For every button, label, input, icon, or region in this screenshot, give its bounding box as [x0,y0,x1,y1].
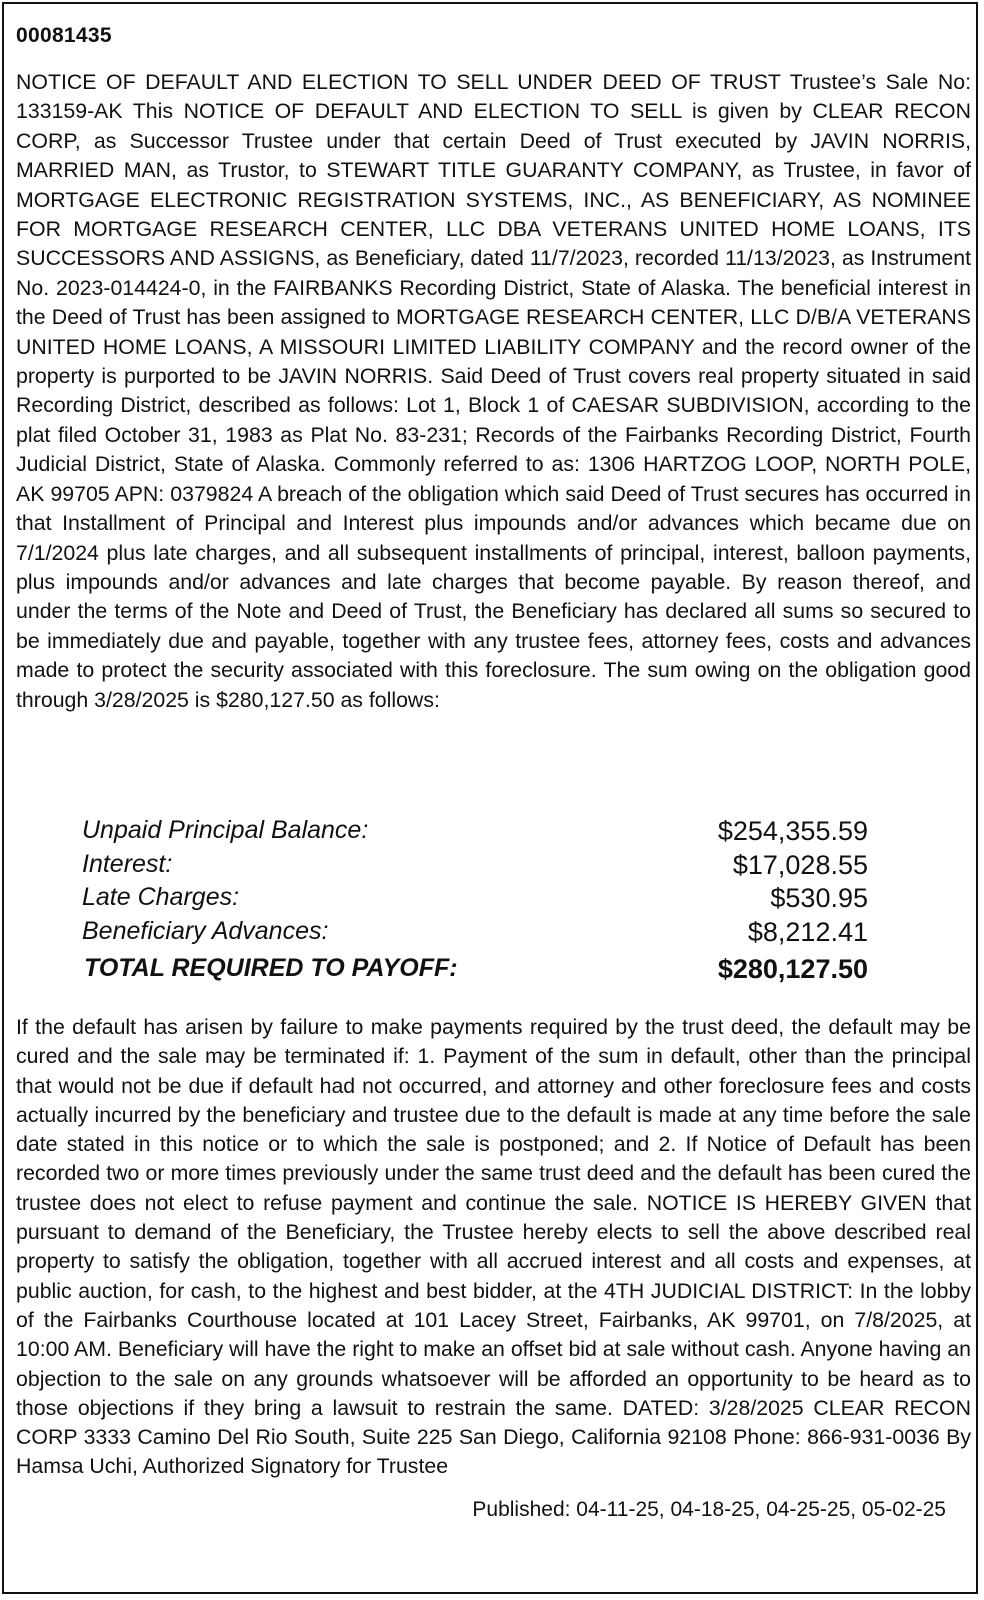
total-label: TOTAL REQUIRED TO PAYOFF: [84,954,458,982]
charges-table [82,816,868,988]
notice-id: 00081435 [16,24,112,47]
charge-amount: $530.95 [770,883,868,913]
total-row [82,954,868,988]
notice-body-paragraph-2: If the default has arisen by failure to make payments required by the trust deed, the default may be cured and the sale may be terminated if: 1. Payment of the sum in default, other than the principal that would not be due if default had not occurred, and attorney and other foreclosure fees and costs actually incurred by the beneficiary and trustee due to the default is made at any time before the sale date stated in this notice or to which the sale is postponed; and 2. If Notice of Default has been recorded two or more times previously under the same trust deed and the default has been cured the trustee does not elect to refuse payment and continue the sale. NOTICE IS HEREBY GIVEN that pursuant to demand of the Beneficiary, the Trustee hereby elects to sell the above described real property to satisfy the obligation, together with all accrued interest and all costs and expenses, at public auction, for cash, to the highest and best bidder, at the 4TH JUDICIAL DISTRICT: In the lobby of the Fairbanks Courthouse located at 101 Lacey Street, Fairbanks, AK 99701, on 7/8/2025, at 10:00 AM. Beneficiary will have the right to make an offset bid at sale without cash. Anyone having an objection to the sale on any grounds whatsoever will be afforded an opportunity to be heard as to those objections if they bring a lawsuit to restrain the same. DATED: 3/28/2025 CLEAR RECON CORP 3333 Camino Del Rio South, Suite 225 San Diego, California 92108 Phone: 866-931-0036 By Hamsa Uchi, Authorized Signatory for Trustee [16,1015,971,1479]
total-amount: $280,127.50 [717,954,868,984]
charge-row [82,816,868,850]
legal-notice [2,2,978,1594]
charge-amount: $254,355.59 [717,816,868,846]
charge-label: Beneficiary Advances: [82,916,329,945]
charge-row [82,883,868,917]
charge-amount: $8,212.41 [747,916,868,947]
charge-label: Late Charges: [82,883,240,911]
notice-body-paragraph-1: NOTICE OF DEFAULT AND ELECTION TO SELL UNDER DEED OF TRUST Trustee’s Sale No: 133159-AK This NOTICE OF DEFAULT AND ELECTION TO SELL is given by CLEAR RECON CORP, as Successor Trustee under that certain Deed of Trust executed by JAVIN NORRIS, MARRIED MAN, as Trustor, to STEWART TITLE GUARANTY COMPANY, as Trustee, in favor of MORTGAGE ELECTRONIC REGISTRATION SYSTEMS, INC., AS BENEFICIARY, AS NOMINEE FOR MORTGAGE RESEARCH CENTER, LLC DBA VETERANS UNITED HOME LOANS, ITS SUCCESSORS AND ASSIGNS, as Beneficiary, dated 11/7/2023, recorded 11/13/2023, as Instrument No. 2023-014424-0, in the FAIRBANKS Recording District, State of Alaska. The beneficial interest in the Deed of Trust has been assigned to MORTGAGE RESEARCH CENTER, LLC D/B/A VETERANS UNITED HOME LOANS, A MISSOURI LIMITED LIABILITY COMPANY and the record owner of the property is purported to be JAVIN NORRIS. Said Deed of Trust covers real property situated in said Recording District, described as follows: Lot 1, Block 1 of CAESAR SUBDIVISION, according to the plat filed October 31, 1983 as Plat No. 83-231; Records of the Fairbanks Recording District, Fourth Judicial District, State of Alaska. Commonly referred to as: 1306 HARTZOG LOOP, NORTH POLE, AK 99705 APN: 0379824 A breach of the obligation which said Deed of Trust secures has occurred in that Installment of Principal and Interest plus impounds and/or advances which became due on 7/1/2024 plus late charges, and all subsequent installments of principal, interest, balloon payments, plus impounds and/or advances and late charges that become payable. By reason thereof, and under the terms of the Note and Deed of Trust, the Beneficiary has declared all sums so secured to be immediately due and payable, together with any trustee fees, attorney fees, costs and advances made to protect the security associated with this foreclosure. The sum owing on the obligation good through 3/28/2025 is $280,127.50 as follows: [16,70,971,712]
charge-row [82,850,868,884]
charge-label: Unpaid Principal Balance: [82,816,369,844]
charge-row [82,917,868,951]
charge-label: Interest: [82,849,173,878]
published-dates: Published: 04-11-25, 04-18-25, 04-25-25, 05-02-25 [472,1498,946,1521]
charge-amount: $17,028.55 [732,849,868,880]
